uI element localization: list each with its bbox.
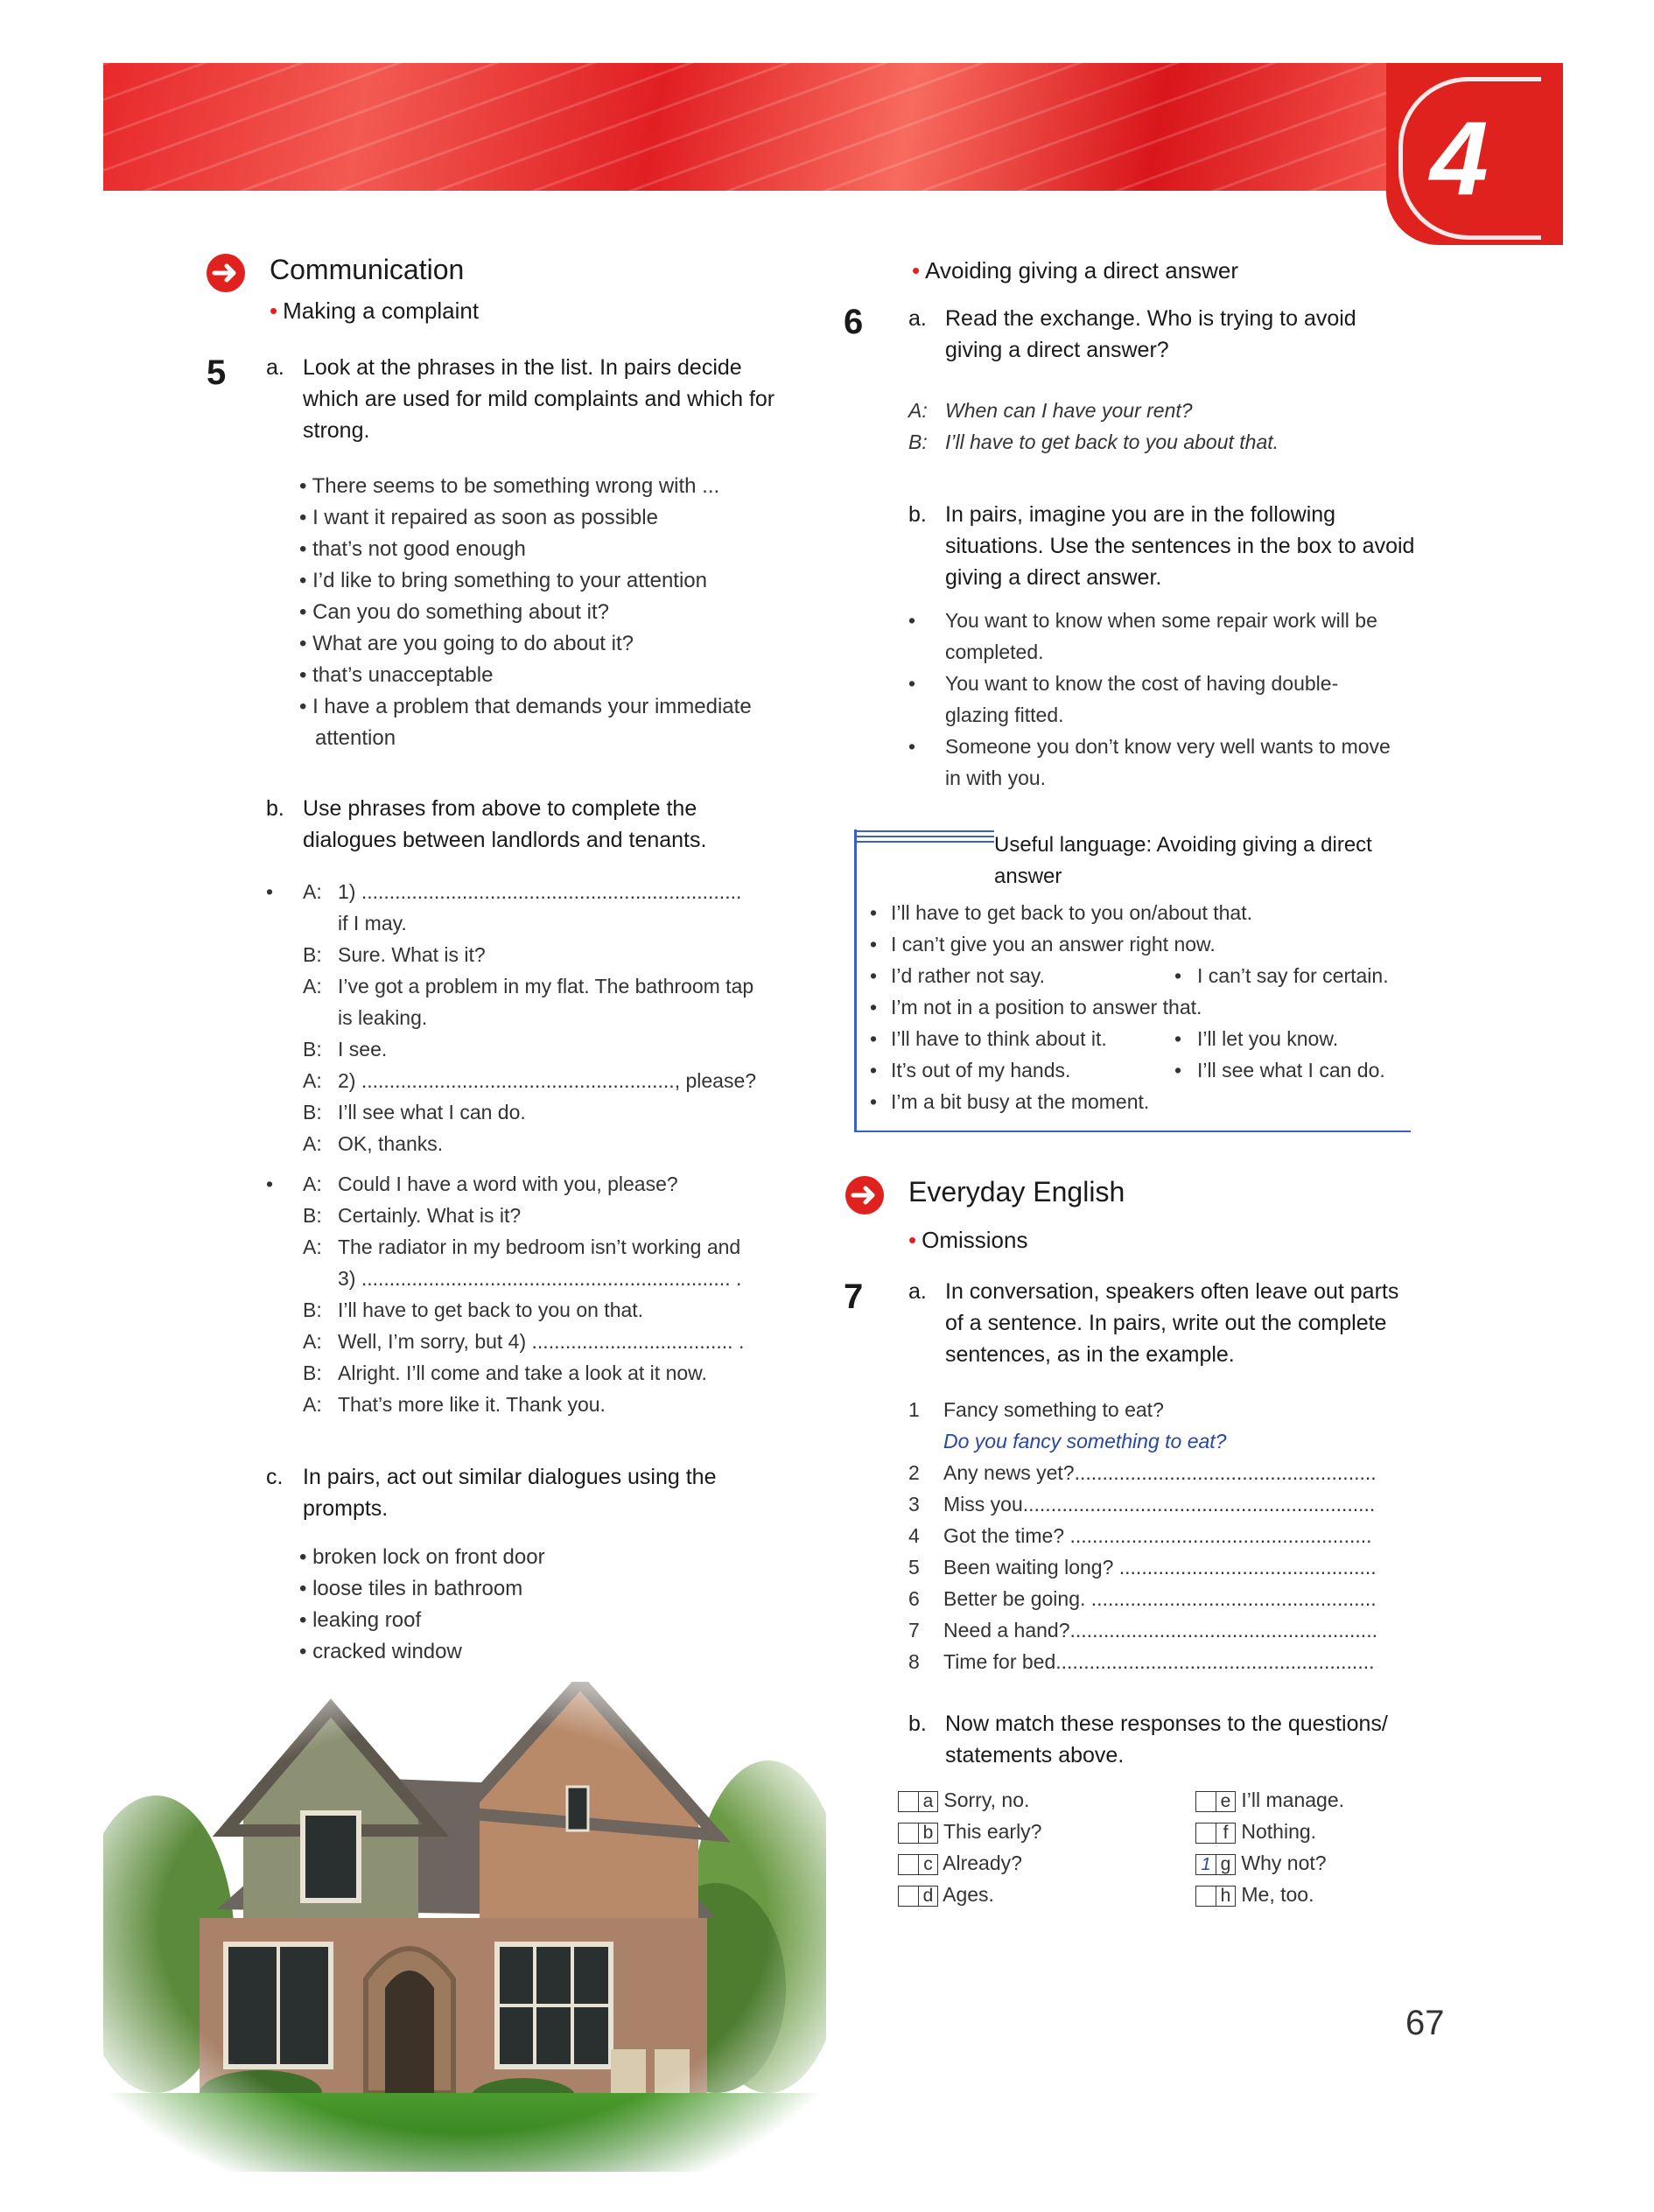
response-item[interactable]: d Ages. xyxy=(898,1883,994,1907)
response-item[interactable]: c Already? xyxy=(898,1852,1022,1875)
response-item[interactable]: 1 g Why not? xyxy=(1195,1852,1327,1875)
response-item[interactable]: b This early? xyxy=(898,1820,1041,1844)
dialogue-1: • A: 1) .................................................................... if I may. B: Sure. What is it? A: I’ve got a problem in my flat. The bathroom tap is leaking. B: I see. A: 2) ........................................................, please? B: I’ll see what I can do. A: OK, thanks. xyxy=(266,880,757,1155)
instruction-7b: b. Now match these responses to the questions/ statements above. xyxy=(908,1712,1388,1768)
list-item: • There seems to be something wrong with ... xyxy=(299,474,720,498)
list-item: • What are you going to do about it? xyxy=(299,632,634,655)
page-number: 67 xyxy=(1405,2004,1445,2042)
omission-items: 1 Fancy something to eat? Do you fancy something to eat? 2 Any news yet?...................................................... 3 Miss you............................................................... 4 Got the time? ...................................................... 5 Been waiting long? .............................................. 6 Better be going. ................................................... 7 Need a hand?....................................................... 8 Time for bed......................................................... xyxy=(908,1398,1377,1673)
list-item: • that’s not good enough xyxy=(299,537,526,561)
header-banner xyxy=(103,63,1563,191)
exercise-number-6: 6 xyxy=(844,303,864,341)
useful-language-title: Useful language: Avoiding giving a direct answer xyxy=(994,833,1372,888)
list-item: • I want it repaired as soon as possible xyxy=(299,506,658,529)
response-item[interactable]: f Nothing. xyxy=(1195,1820,1316,1844)
prompt-list xyxy=(299,1542,545,1668)
list-item: • I’d like to bring something to your attention xyxy=(299,569,707,592)
response-item[interactable]: h Me, too. xyxy=(1195,1883,1314,1907)
responses-grid xyxy=(898,1788,1423,1920)
situation-list: • You want to know when some repair work will be completed. • You want to know the cost of having double- glazing fitted. • Someone you don’t know very well wants to move in with you. xyxy=(908,609,1391,789)
list-item: • loose tiles in bathroom xyxy=(299,1577,523,1600)
example-answer: Do you fancy something to eat? xyxy=(943,1430,1227,1452)
instruction-7a: a. In conversation, speakers often leave out parts of a sentence. In pairs, write out the complete sentences, as in the example. xyxy=(908,1279,1399,1367)
useful-language-box: Useful language: Avoiding giving a direct answer • I’ll have to get back to you on/about that. • I can’t give you an answer right now. • I’d rather not say. • I can’t say for certain. • I’m not in a position to answer that. • I’ll have to think about it. • I’ll let you know. • It’s out of my hands. • I’ll see what I can do. • I’m a bit busy at the moment. xyxy=(854,830,1411,1132)
subheading-avoiding: • Avoiding giving a direct answer xyxy=(912,257,1239,284)
subheading-making-complaint: • Making a complaint xyxy=(270,298,480,324)
instruction-5b: b. Use phrases from above to complete the dialogues between landlords and tenants. xyxy=(266,796,707,852)
list-item: • broken lock on front door xyxy=(299,1545,545,1569)
list-item: • that’s unacceptable xyxy=(299,663,494,687)
arrow-right-icon xyxy=(845,1176,884,1214)
subheading-omissions: • Omissions xyxy=(908,1227,1028,1253)
response-item[interactable]: e I’ll manage. xyxy=(1195,1788,1344,1812)
arrow-right-icon xyxy=(207,254,245,292)
complaint-phrase-list xyxy=(299,471,752,754)
section-title-everyday-english: Everyday English xyxy=(908,1176,1125,1208)
exercise-number-7: 7 xyxy=(844,1278,864,1316)
list-item: attention xyxy=(315,726,396,750)
list-item: • I have a problem that demands your immediate xyxy=(299,695,752,718)
exchange-line-b: B: I’ll have to get back to you about that. xyxy=(908,430,1279,453)
list-item: • leaking roof xyxy=(299,1608,422,1632)
instruction-6a: a. Read the exchange. Who is trying to avoid giving a direct answer? xyxy=(908,306,1356,362)
response-item[interactable]: a Sorry, no. xyxy=(898,1788,1029,1812)
instruction-5a: a. Look at the phrases in the list. In pairs decide which are used for mild complaints and which for strong. xyxy=(266,355,775,443)
exchange-line-a: A: When can I have your rent? xyxy=(908,399,1193,422)
house-photo xyxy=(103,1682,826,2172)
instruction-6b: b. In pairs, imagine you are in the following situations. Use the sentences in the box to avoid giving a direct answer. xyxy=(908,502,1415,590)
list-item: • cracked window xyxy=(299,1640,462,1663)
list-item: • Can you do something about it? xyxy=(299,600,609,624)
unit-number: 4 xyxy=(1430,100,1489,217)
unit-tab xyxy=(1386,63,1563,245)
instruction-5c: c. In pairs, act out similar dialogues using the prompts. xyxy=(266,1465,717,1521)
exercise-number-5: 5 xyxy=(207,354,227,392)
section-title-communication: Communication xyxy=(270,254,465,285)
dialogue-2: • A: Could I have a word with you, please? B: Certainly. What is it? A: The radiator in my bedroom isn’t working and 3) .................................................................. . B: I’ll have to get back to you on that. A: Well, I’m sorry, but 4) .................................... . B: Alright. I’ll come and take a look at it now. A: That’s more like it. Thank you. xyxy=(266,1172,745,1416)
